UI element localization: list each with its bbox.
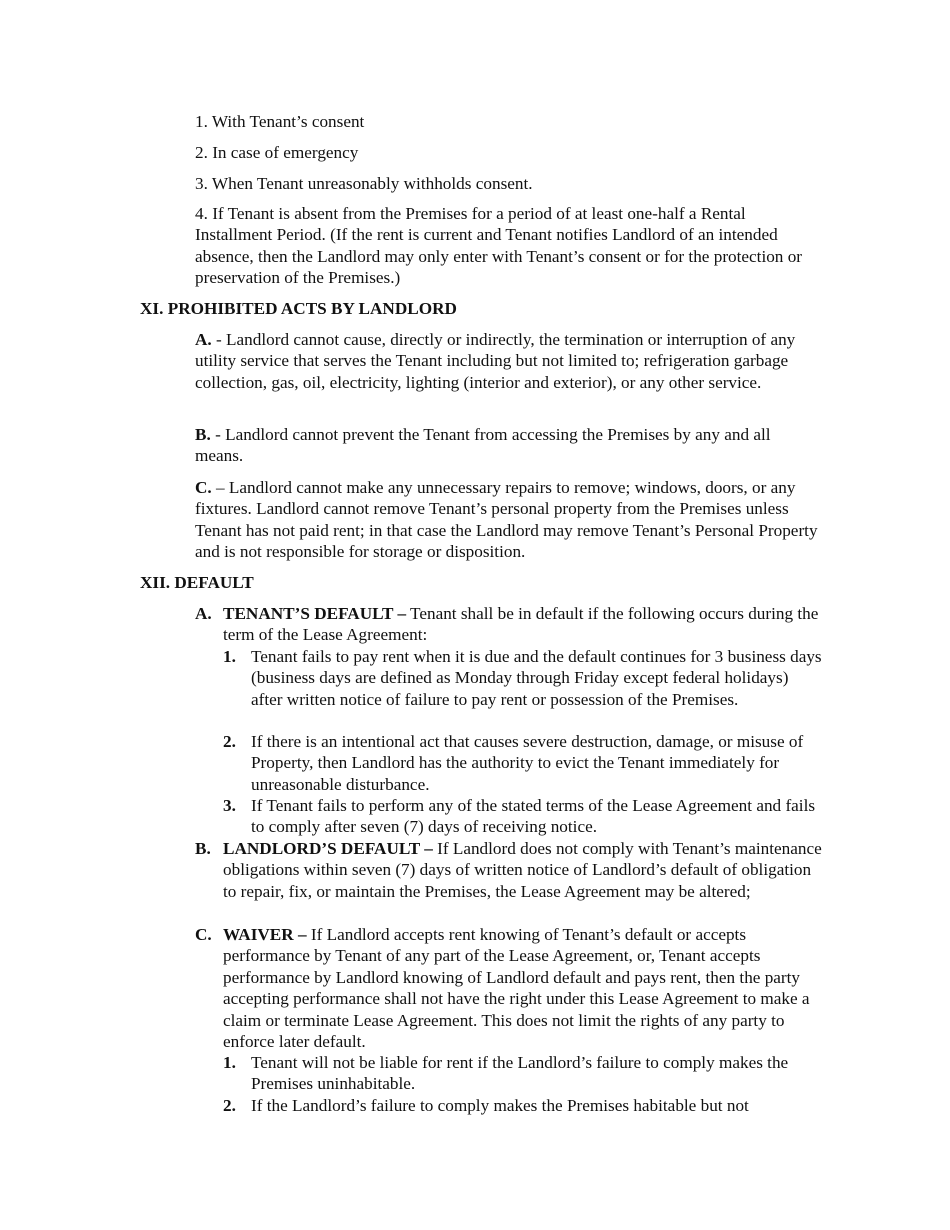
section-xi-item-a [195, 329, 820, 393]
default-a-sub-1-text: Tenant fails to pay rent when it is due and the default continues for 3 business days (business days are defined as Monday through Friday except federal holidays) after written notice of failure to pay rent or possession of the Premises. [251, 647, 822, 709]
item-text: - Landlord cannot cause, directly or indirectly, the termination or interruption of any utility service that serves the Tenant including but not limited to; refrigeration garbage collection, gas, oil, electricity, lighting (interior and exterior), or any other service. [195, 330, 796, 392]
default-a-sub-1-label: 1. [223, 647, 236, 666]
default-c-label: C. [195, 925, 212, 944]
entry-condition-1: 1. With Tenant’s consent [195, 112, 365, 131]
default-a-sub-2-text: If there is an intentional act that causes severe destruction, damage, or misuse of Property, then Landlord has the authority to evict the Tenant immediately for unreasonable disturbance. [251, 732, 804, 794]
item-label: B. [195, 425, 211, 444]
item-label: C. [195, 478, 212, 497]
default-b-text [223, 838, 823, 902]
default-a-title: TENANT’S DEFAULT – [223, 604, 407, 623]
section-xi-item-c [195, 477, 820, 563]
section-xi-item-b [195, 424, 820, 467]
entry-condition-2: 2. In case of emergency [195, 143, 359, 162]
default-a-text [223, 603, 823, 646]
default-c-sub-1-label: 1. [223, 1053, 236, 1072]
item-text: – Landlord cannot make any unnecessary repairs to remove; windows, doors, or any fixtures. Landlord cannot remove Tenant’s personal property from the Premises unless Tenant has not paid rent; in that case the Landlord may remove Tenant’s Personal Property and is not responsible for storage or disposition. [195, 478, 818, 562]
default-c-text [223, 924, 823, 1052]
default-b-title: LANDLORD’S DEFAULT – [223, 839, 433, 858]
section-xi-heading: XI. PROHIBITED ACTS BY LANDLORD [140, 299, 457, 318]
default-b-body: If Landlord does not comply with Tenant’s maintenance obligations within seven (7) days of written notice of Landlord’s default of obligation to repair, fix, or maintain the Premises, the Lease Agreement may be altered; [223, 839, 822, 901]
default-a-body: Tenant shall be in default if the following occurs during the term of the Lease Agreement: [223, 604, 819, 645]
default-a-sub-3-text: If Tenant fails to perform any of the stated terms of the Lease Agreement and fails to comply after seven (7) days of receiving notice. [251, 796, 816, 837]
default-c-sub-2-text: If the Landlord’s failure to comply makes the Premises habitable but not [251, 1096, 749, 1115]
entry-condition-4: 4. If Tenant is absent from the Premises for a period of at least one-half a Rental Installment Period. (If the rent is current and Tenant notifies Landlord of an intended absence, then the Landlord may only enter with Tenant’s consent or for the protection or preservation of the Premises.) [195, 204, 803, 288]
default-c-title: WAIVER – [223, 925, 307, 944]
default-c-sub-1-text: Tenant will not be liable for rent if the Landlord’s failure to comply makes the Premises uninhabitable. [251, 1053, 789, 1094]
default-a-label: A. [195, 604, 212, 623]
item-text: - Landlord cannot prevent the Tenant from accessing the Premises by any and all means. [195, 425, 771, 466]
default-b-label: B. [195, 839, 211, 858]
section-xii-heading: XII. DEFAULT [140, 573, 254, 592]
default-a-sub-3-label: 3. [223, 796, 236, 815]
entry-condition-3: 3. When Tenant unreasonably withholds consent. [195, 174, 533, 193]
default-c-sub-2-label: 2. [223, 1096, 236, 1115]
default-c-body: If Landlord accepts rent knowing of Tenant’s default or accepts performance by Tenant of any part of the Lease Agreement, or, Tenant accepts performance by Landlord knowing of Landlord default and pays rent, then the party accepting performance shall not have the right under this Lease Agreement to make a claim or terminate Lease Agreement. This does not limit the rights of any party to enforce later default. [223, 925, 810, 1052]
default-a-sub-2-label: 2. [223, 732, 236, 751]
item-label: A. [195, 330, 212, 349]
